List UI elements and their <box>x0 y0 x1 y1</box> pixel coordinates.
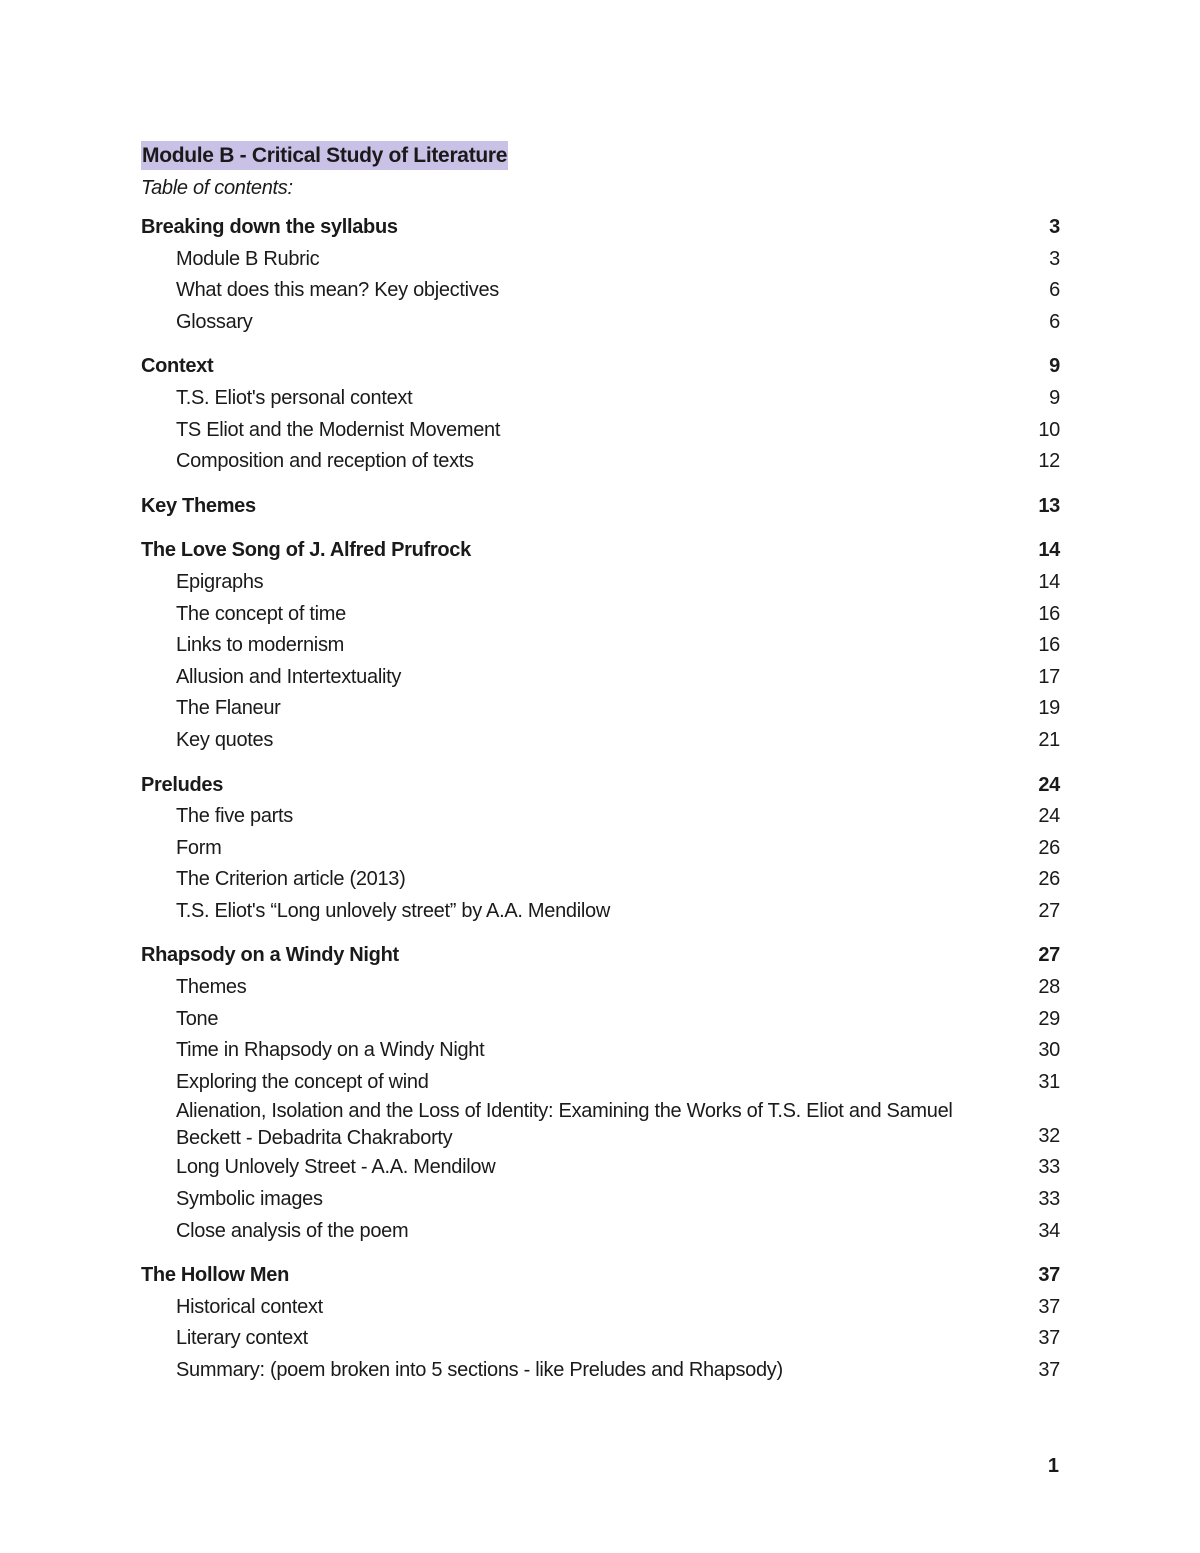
toc-entry-row[interactable] <box>141 446 1060 478</box>
toc-heading-row[interactable] <box>141 770 1060 802</box>
toc-entry-page: 19 <box>1038 697 1060 720</box>
toc-entry-label: The five parts <box>176 805 293 828</box>
toc-entry-row[interactable] <box>141 383 1060 415</box>
toc-entry-row[interactable] <box>141 1355 1060 1387</box>
toc-heading-label: Rhapsody on a Windy Night <box>141 944 399 967</box>
toc-heading-label: Key Themes <box>141 494 256 517</box>
toc-entry-page: 27 <box>1038 899 1060 922</box>
toc-entry-row[interactable] <box>141 864 1060 896</box>
toc-entry-row[interactable] <box>141 1098 1060 1152</box>
toc-entry-label: Themes <box>176 976 247 999</box>
toc-entry-label: Glossary <box>176 310 253 333</box>
toc-entry-page: 16 <box>1038 602 1060 625</box>
toc-entry-row[interactable] <box>141 567 1060 599</box>
toc-heading-row[interactable] <box>141 1260 1060 1292</box>
toc-entry-page: 26 <box>1038 868 1060 891</box>
toc-heading-page: 37 <box>1038 1264 1060 1287</box>
toc-entry-label: T.S. Eliot's “Long unlovely street” by A.A. Mendilow <box>176 899 610 922</box>
toc-entry-page: 24 <box>1038 805 1060 828</box>
toc-section <box>141 1260 1060 1386</box>
toc-entry-page: 33 <box>1038 1188 1060 1211</box>
toc-entry-row[interactable] <box>141 630 1060 662</box>
toc-entry-row[interactable] <box>141 1216 1060 1248</box>
toc-entry-page: 32 <box>1038 1124 1060 1147</box>
toc-entry-label: Literary context <box>176 1327 308 1350</box>
toc-entry-label: The Flaneur <box>176 697 281 720</box>
toc-entry-page: 12 <box>1038 450 1060 473</box>
toc-heading-row[interactable] <box>141 535 1060 567</box>
toc-entry-label: What does this mean? Key objectives <box>176 279 500 302</box>
toc-entry-page: 9 <box>1049 386 1060 409</box>
toc-entry-row[interactable] <box>141 1184 1060 1216</box>
toc-entry-page: 34 <box>1038 1219 1060 1242</box>
toc-section <box>141 770 1060 928</box>
toc-entry-page: 6 <box>1049 279 1060 302</box>
toc-section <box>141 212 1060 338</box>
toc-entry-label: The concept of time <box>176 602 346 625</box>
toc-entry-label: T.S. Eliot's personal context <box>176 386 413 409</box>
toc-entry-label: Alienation, Isolation and the Loss of Identity: Examining the Works of T.S. Eliot and Samuel Beckett - Debadrita Chakraborty <box>176 1100 953 1150</box>
toc-entry-label: Historical context <box>176 1295 323 1318</box>
toc-entry-row[interactable] <box>141 1004 1060 1036</box>
toc-entry-page: 37 <box>1038 1327 1060 1350</box>
toc-entry-row[interactable] <box>141 415 1060 447</box>
toc-section <box>141 535 1060 756</box>
toc-entry-page: 16 <box>1038 634 1060 657</box>
toc-entry-row[interactable] <box>141 896 1060 928</box>
toc-entry-page: 30 <box>1038 1039 1060 1062</box>
toc-entry-label: The Criterion article (2013) <box>176 868 406 891</box>
toc-entry-page: 14 <box>1038 570 1060 593</box>
toc-entry-page: 3 <box>1049 247 1060 270</box>
toc-entry-label: Close analysis of the poem <box>176 1219 409 1242</box>
toc-entry-row[interactable] <box>141 1323 1060 1355</box>
toc-heading-page: 3 <box>1049 216 1060 238</box>
toc-entry-page: 31 <box>1038 1070 1060 1093</box>
toc-heading-label: Breaking down the syllabus <box>141 216 398 238</box>
table-of-contents <box>141 212 1060 1400</box>
toc-entry-page: 33 <box>1038 1156 1060 1179</box>
toc-entry-label: Form <box>176 836 222 859</box>
toc-section <box>141 351 1060 477</box>
toc-entry-label: Long Unlovely Street - A.A. Mendilow <box>176 1156 496 1179</box>
toc-entry-row[interactable] <box>141 833 1060 865</box>
toc-entry-label: Links to modernism <box>176 634 344 657</box>
toc-entry-label: Key quotes <box>176 728 274 751</box>
toc-entry-page: 26 <box>1038 836 1060 859</box>
toc-entry-row[interactable] <box>141 307 1060 339</box>
toc-entry-page: 21 <box>1038 728 1060 751</box>
toc-heading-label: Preludes <box>141 773 224 796</box>
toc-entry-row[interactable] <box>141 693 1060 725</box>
toc-entry-row[interactable] <box>141 1067 1060 1099</box>
toc-section <box>141 940 1060 1247</box>
toc-entry-label: Symbolic images <box>176 1188 323 1211</box>
toc-heading-page: 14 <box>1038 539 1060 562</box>
toc-section <box>141 491 1060 523</box>
toc-heading-page: 9 <box>1049 355 1060 378</box>
toc-heading-row[interactable] <box>141 491 1060 523</box>
toc-entry-row[interactable] <box>141 1292 1060 1324</box>
toc-heading-page: 13 <box>1038 494 1060 517</box>
toc-entry-label: Allusion and Intertextuality <box>176 665 402 688</box>
toc-entry-row[interactable] <box>141 725 1060 757</box>
toc-entry-label: Tone <box>176 1007 219 1030</box>
toc-entry-label: TS Eliot and the Modernist Movement <box>176 418 501 441</box>
page-number: 1 <box>1047 1455 1059 1477</box>
toc-entry-page: 37 <box>1038 1359 1060 1381</box>
toc-entry-page: 6 <box>1049 310 1060 333</box>
toc-entry-row[interactable] <box>141 662 1060 694</box>
toc-entry-row[interactable] <box>141 972 1060 1004</box>
toc-heading-label: The Hollow Men <box>141 1264 290 1287</box>
toc-entry-label: Time in Rhapsody on a Windy Night <box>176 1039 485 1062</box>
toc-entry-page: 37 <box>1038 1295 1060 1318</box>
toc-entry-row[interactable] <box>141 599 1060 631</box>
toc-subtitle: Table of contents: <box>141 177 293 199</box>
toc-heading-row[interactable] <box>141 212 1060 244</box>
toc-entry-row[interactable] <box>141 244 1060 276</box>
toc-heading-page: 24 <box>1038 773 1060 796</box>
toc-entry-label: Summary: (poem broken into 5 sections - like Preludes and Rhapsody) <box>176 1359 783 1381</box>
toc-heading-label: The Love Song of J. Alfred Prufrock <box>141 539 471 562</box>
toc-entry-page: 29 <box>1038 1007 1060 1030</box>
toc-entry-page: 17 <box>1038 665 1060 688</box>
toc-entry-page: 28 <box>1038 976 1060 999</box>
toc-entry-label: Exploring the concept of wind <box>176 1070 429 1093</box>
toc-entry-row[interactable] <box>141 801 1060 833</box>
toc-entry-label: Module B Rubric <box>176 247 320 270</box>
toc-entry-row[interactable] <box>141 1035 1060 1067</box>
toc-heading-row[interactable] <box>141 351 1060 383</box>
toc-heading-row[interactable] <box>141 940 1060 972</box>
toc-entry-row[interactable] <box>141 275 1060 307</box>
toc-entry-page: 10 <box>1038 418 1060 441</box>
toc-heading-label: Context <box>141 355 214 378</box>
toc-entry-row[interactable] <box>141 1152 1060 1184</box>
document-title: Module B - Critical Study of Literature <box>141 141 508 170</box>
toc-entry-label: Composition and reception of texts <box>176 450 474 473</box>
toc-entry-label: Epigraphs <box>176 570 264 593</box>
toc-heading-page: 27 <box>1038 944 1060 967</box>
